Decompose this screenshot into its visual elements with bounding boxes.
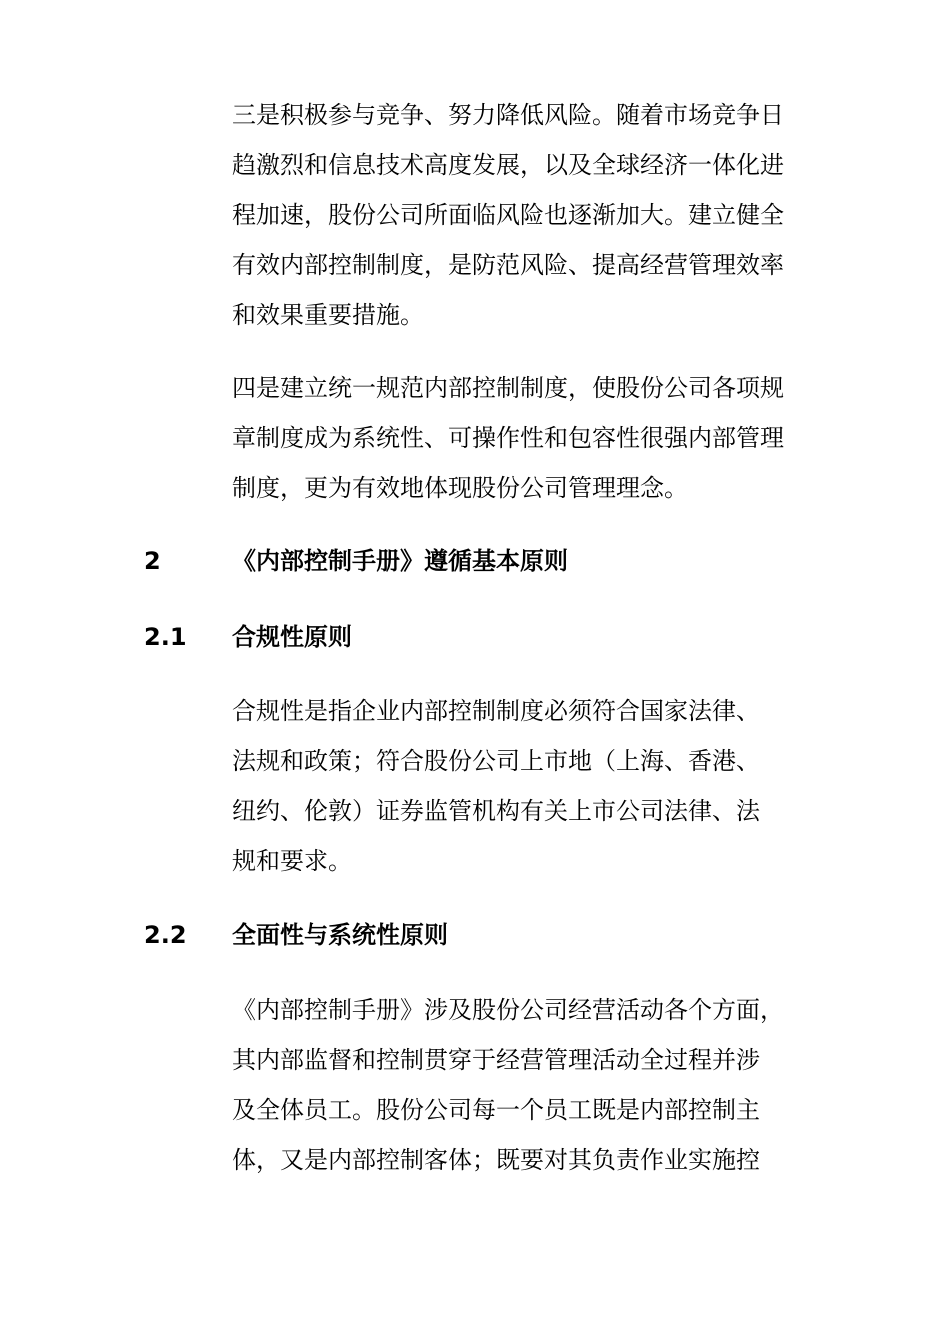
paragraph-compliance [232, 686, 812, 886]
paragraph-comprehensive [232, 985, 812, 1185]
text-line: 四是建立统一规范内部控制制度，使股份公司各项规 [232, 374, 784, 402]
text-line: 合规性是指企业内部控制制度必须符合国家法律、 [232, 697, 760, 725]
section-number: 2.1 [144, 623, 187, 651]
text-line: 其内部监督和控制贯穿于经营管理活动全过程并涉 [232, 1046, 760, 1074]
text-line: 三是积极参与竞争、努力降低风险。随着市场竞争日 [232, 101, 784, 129]
section-heading-2 [0, 541, 950, 581]
section-number: 2 [144, 547, 161, 575]
text-line: 章制度成为系统性、可操作性和包容性很强内部管理 [232, 424, 784, 452]
text-line: 规和要求。 [232, 847, 352, 875]
text-line: 有效内部控制制度，是防范风险、提高经营管理效率 [232, 251, 784, 279]
text-line: 法规和政策；符合股份公司上市地（上海、香港、 [232, 747, 760, 775]
section-heading-2-2 [0, 915, 950, 955]
paragraph-competition-risk [232, 90, 812, 340]
text-line: 和效果重要措施。 [232, 301, 424, 329]
section-number: 2.2 [144, 921, 187, 949]
paragraph-unified-system [232, 363, 812, 513]
section-title: 全面性与系统性原则 [232, 921, 448, 949]
text-line: 制度，更为有效地体现股份公司管理理念。 [232, 474, 688, 502]
section-heading-2-1 [0, 617, 950, 657]
text-line: 纽约、伦敦）证券监管机构有关上市公司法律、法 [232, 797, 760, 825]
text-line: 趋激烈和信息技术高度发展，以及全球经济一体化进 [232, 151, 784, 179]
section-title: 《内部控制手册》遵循基本原则 [232, 547, 568, 575]
section-title: 合规性原则 [232, 623, 352, 651]
text-line: 程加速，股份公司所面临风险也逐渐加大。建立健全 [232, 201, 784, 229]
text-line: 《内部控制手册》涉及股份公司经营活动各个方面， [232, 996, 784, 1024]
text-line: 及全体员工。股份公司每一个员工既是内部控制主 [232, 1096, 760, 1124]
text-line: 体，又是内部控制客体；既要对其负责作业实施控 [232, 1146, 760, 1174]
